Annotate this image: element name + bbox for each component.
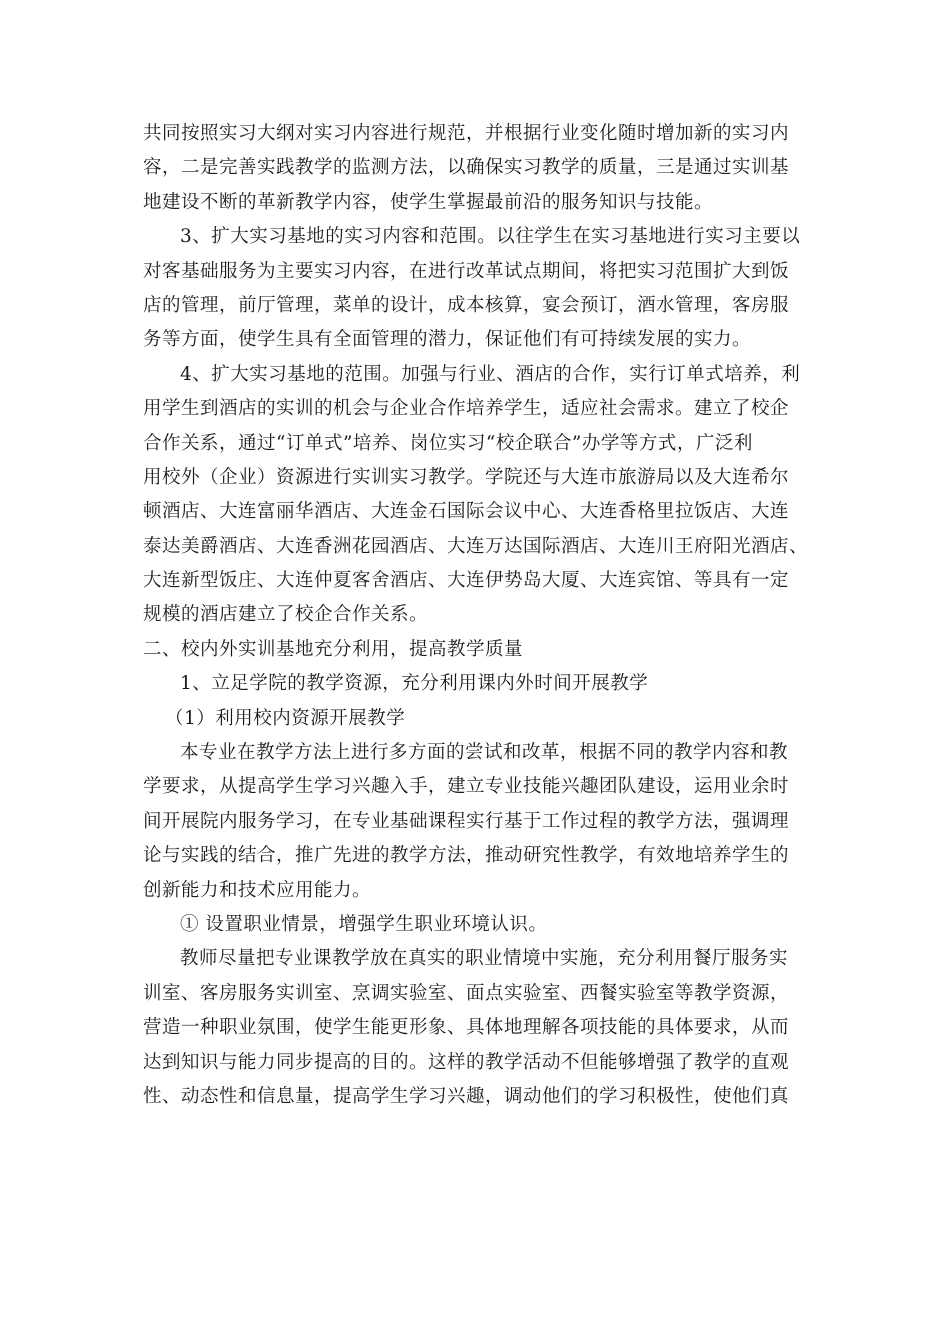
text-line: 创新能力和技术应用能力。 xyxy=(143,879,372,901)
text-line: 达到知识与能力同步提高的目的。这样的教学活动不但能够增强了教学的直观 xyxy=(143,1051,790,1073)
text-line: 顿酒店、大连富丽华酒店、大连金石国际会议中心、大连香格里拉饭店、大连 xyxy=(143,501,790,523)
text-line: 地建设不断的革新教学内容，使学生掌握最前沿的服务知识与技能。 xyxy=(143,191,714,213)
text-line: 间开展院内服务学习，在专业基础课程实行基于工作过程的教学方法，强调理 xyxy=(143,810,790,832)
text-line: 务等方面，使学生具有全面管理的潜力，保证他们有可持续发展的实力。 xyxy=(143,329,752,351)
text-line: 本专业在教学方法上进行多方面的尝试和改革，根据不同的教学内容和教 xyxy=(180,742,789,764)
text-line: 论与实践的结合，推广先进的教学方法，推动研究性教学，有效地培养学生的 xyxy=(143,845,790,867)
text-line: ① 设置职业情景，增强学生职业环境认识。 xyxy=(180,913,548,935)
text-line: 二、校内外实训基地充分利用，提高教学质量 xyxy=(143,638,524,660)
text-line: 训室、客房服务实训室、烹调实验室、面点实验室、西餐实验室等教学资源， xyxy=(143,982,790,1004)
text-line: 4、扩大实习基地的范围。加强与行业、酒店的合作，实行订单式培养，利 xyxy=(180,363,801,385)
text-line: 用校外（企业）资源进行实训实习教学。学院还与大连市旅游局以及大连希尔 xyxy=(143,466,790,488)
text-line: 教师尽量把专业课教学放在真实的职业情境中实施，充分利用餐厅服务实 xyxy=(180,948,789,970)
text-line: 泰达美爵酒店、大连香洲花园酒店、大连万达国际酒店、大连川王府阳光酒店、 xyxy=(143,535,809,557)
text-line: 共同按照实习大纲对实习内容进行规范，并根据行业变化随时增加新的实习内 xyxy=(143,123,790,144)
text-line: 合作关系，通过“订单式”培养、岗位实习“校企联合”办学等方式，广泛利 xyxy=(143,432,753,454)
text-line: 学要求，从提高学生学习兴趣入手，建立专业技能兴趣团队建设，运用业余时 xyxy=(143,776,790,798)
text-line: 大连新型饭庄、大连仲夏客舍酒店、大连伊势岛大厦、大连宾馆、等具有一定 xyxy=(143,570,790,592)
text-line: 3、扩大实习基地的实习内容和范围。以往学生在实习基地进行实习主要以 xyxy=(180,226,801,248)
document-body xyxy=(143,117,811,1114)
text-line: （1）利用校内资源开展教学 xyxy=(165,707,406,729)
text-line: 用学生到酒店的实训的机会与企业合作培养学生，适应社会需求。建立了校企 xyxy=(143,398,790,420)
text-line: 1、立足学院的教学资源，充分利用课内外时间开展教学 xyxy=(180,673,649,695)
text-line: 对客基础服务为主要实习内容，在进行改革试点期间，将把实习范围扩大到饭 xyxy=(143,260,790,282)
text-line: 容，二是完善实践教学的监测方法，以确保实习教学的质量，三是通过实训基 xyxy=(143,157,790,179)
text-line: 规模的酒店建立了校企合作关系。 xyxy=(143,604,429,626)
text-line: 店的管理，前厅管理，菜单的设计，成本核算，宴会预订，酒水管理，客房服 xyxy=(143,294,790,316)
text-line: 营造一种职业氛围，使学生能更形象、具体地理解各项技能的具体要求，从而 xyxy=(143,1017,790,1039)
text-line: 性、动态性和信息量，提高学生学习兴趣，调动他们的学习积极性，使他们真 xyxy=(143,1085,790,1107)
